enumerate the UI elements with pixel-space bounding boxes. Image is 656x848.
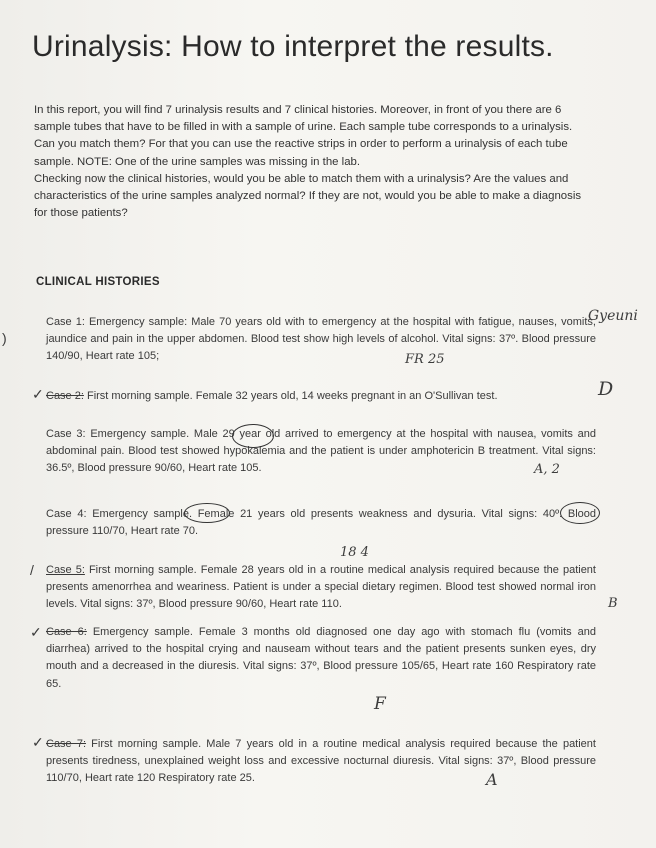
case-6-label: Case 6: xyxy=(46,626,87,638)
case-1-label: Case 1: xyxy=(46,316,85,328)
case-2-note: D xyxy=(598,378,614,400)
case-1-margin-handwriting: Gyeuni xyxy=(588,308,638,324)
case-6-check-mark: ✓ xyxy=(30,624,42,640)
case-2-text: First morning sample. Female 32 years old, 14 weeks pregnant in an O'Sullivan test. xyxy=(83,390,498,402)
section-heading: CLINICAL HISTORIES xyxy=(36,276,160,288)
case-5-label: Case 5: xyxy=(46,564,85,576)
intro-paragraph-2: Checking now the clinical histories, would you be able to match them with a urinalysis? Are the values and characteristics of the urine samples analyzed normal? If they are not, would you be able to make a diagnosis for those patients? xyxy=(34,172,582,220)
margin-bracket-mark: ) xyxy=(2,330,7,346)
case-2 xyxy=(46,388,596,405)
case-6-text: Emergency sample. Female 3 months old diagnosed one day ago with stomach flu (vomits and diarrhea) arrived to the hospital crying and nauseam without tears and the patient presents sunken eyes, dry mouth and a decreased in the diuresis. Vital signs: 37º, Blood pressure 105/65, Heart rate 160 Respiratory rate 65. xyxy=(46,626,596,690)
case-7-check-mark: ✓ xyxy=(32,734,44,750)
case-1-text: Emergency sample: Male 70 years old with to emergency at the hospital with fatigue, nauses, vomits, jaundice and pain in the upper abdomen. Blood test show high levels of alcohol. Vital signs: 37º. Blood pressure 140/90, Heart rate 105; xyxy=(46,316,596,363)
page-title: Urinalysis: How to interpret the results. xyxy=(32,30,554,63)
case-4-circle-mark xyxy=(184,503,230,523)
case-2-label: Case 2: xyxy=(46,390,84,402)
case-3-label: Case 3: xyxy=(46,428,86,440)
case-1-note: FR 25 xyxy=(405,352,445,367)
case-7 xyxy=(46,736,596,788)
case-4-text: Emergency sample. Female 21 years old presents weakness and dysuria. Vital signs: 40º. Blood pressure 110/70, Heart rate 70. xyxy=(46,508,596,538)
case-3 xyxy=(46,426,596,478)
case-5 xyxy=(46,562,596,614)
case-5-slash-mark: / xyxy=(30,562,34,578)
case-5-note: B xyxy=(608,596,618,611)
case-4-vitals-circle-mark xyxy=(560,502,600,524)
case-7-text: First morning sample. Male 7 years old in a routine medical analysis required because the patient presents tiredness, unexplained weight loss and excessive nocturnal diuresis. Vital signs: 37º, Blood pressure 110/70, Heart rate 120 Respiratory rate 25. xyxy=(46,738,596,785)
case-2-check-mark: ✓ xyxy=(32,386,44,402)
case-5-handwriting: 18 4 xyxy=(340,545,369,560)
case-6-note: F xyxy=(374,694,386,714)
case-5-text: First morning sample. Female 28 years old in a routine medical analysis required because the patient presents amenorrhea and weariness. Patient is under a special dietary regimen. Blood test showed normal iron levels. Vital signs: 37º, Blood pressure 90/60, Heart rate 110. xyxy=(46,564,596,611)
case-4 xyxy=(46,506,596,540)
case-3-circle-mark xyxy=(232,424,274,448)
case-3-note: A, 2 xyxy=(534,462,560,477)
intro-text xyxy=(34,102,594,222)
case-7-note: A xyxy=(486,770,498,789)
case-4-label: Case 4: xyxy=(46,508,87,520)
case-3-text: Emergency sample. Male 29 year old arrived to emergency at the hospital with nausea, vomits and abdominal pain. Blood test showed hypokalemia and the patient is under amphotericin B treatment. Vital signs: 36.5º, Blood pressure 90/60, Heart rate 105. xyxy=(46,428,596,475)
case-6 xyxy=(46,624,596,693)
intro-paragraph-1: In this report, you will find 7 urinalysis results and 7 clinical histories. Moreover, in front of you there are 6 sample tubes that have to be filled in with a sample of urine. Each sample tube corresponds to a urinalysis. Can you match them? For that you can use the reactive strips in order to perform a urinalysis of each tube sample. NOTE: One of the urine samples was missing in the lab. xyxy=(34,104,573,168)
case-7-label: Case 7: xyxy=(46,738,87,750)
case-1 xyxy=(46,314,596,366)
